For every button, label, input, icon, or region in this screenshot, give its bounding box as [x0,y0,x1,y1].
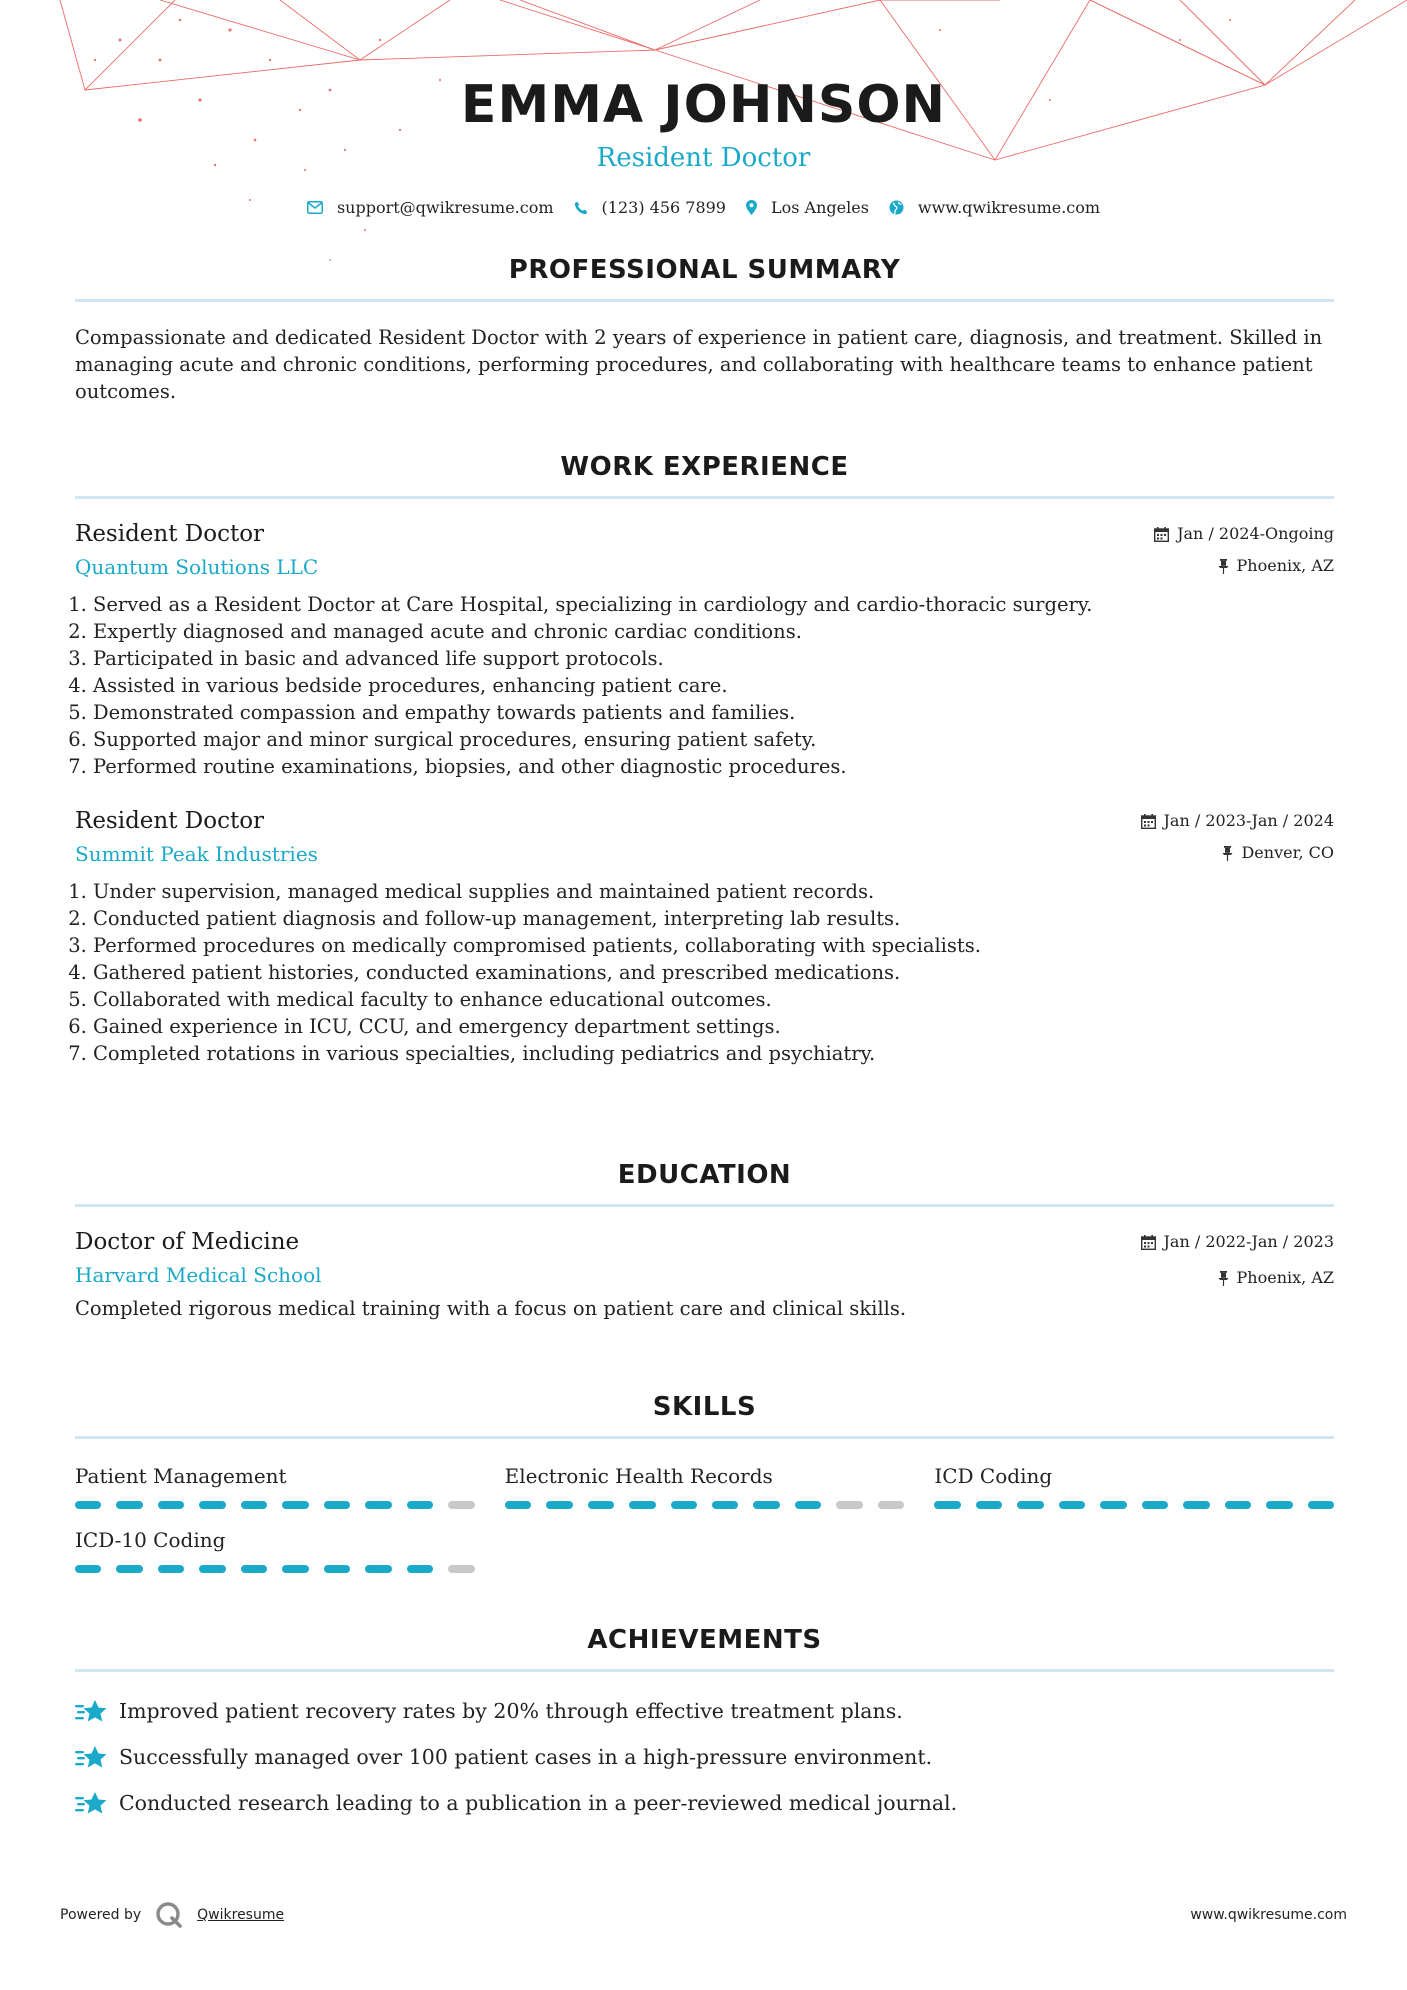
phone-icon [574,201,588,215]
candidate-name: EMMA JOHNSON [460,75,947,135]
list-item: 3. Participated in basic and advanced life support protocols. [93,645,1334,672]
skill-dash-filled [934,1501,960,1509]
pushpin-icon [1222,846,1233,861]
skill-item [934,1463,1334,1509]
list-item: 5. Demonstrated compassion and empathy towards patients and families. [93,699,1334,726]
experience-heading: WORK EXPERIENCE [560,452,849,482]
skill-dash-filled [75,1501,101,1509]
map-pin-icon [746,200,757,215]
list-item: 2. Expertly diagnosed and managed acute and chronic cardiac conditions. [93,618,1334,645]
skill-dash-filled [324,1501,350,1509]
job-dates-text: Jan / 2024-Ongoing [1177,524,1334,543]
summary-heading: PROFESSIONAL SUMMARY [508,255,901,285]
education-location [1141,1267,1334,1289]
skills-grid [75,1463,1334,1573]
skill-dash-filled [546,1501,572,1509]
job-title: Resident Doctor [75,521,265,547]
education-location-text: Phoenix, AZ [1236,1268,1334,1287]
list-item: 4. Assisted in various bedside procedures, enhancing patient care. [93,672,1334,699]
skill-dash-empty [878,1501,904,1509]
job-meta [1141,810,1334,864]
skill-level-meter [75,1501,475,1509]
skill-dash-filled [407,1565,433,1573]
list-item: 3. Performed procedures on medically compromised patients, collaborating with specialists. [93,932,1334,959]
skill-dash-filled [199,1501,225,1509]
contact-phone-text: (123) 456 7899 [601,198,726,217]
calendar-icon [1141,1235,1156,1250]
achievement-list [75,1696,1334,1818]
job-meta [1154,523,1334,577]
skill-dash-filled [1308,1501,1334,1509]
resume-header [0,70,1407,217]
skill-dash-filled [1100,1501,1126,1509]
skill-dash-empty [448,1565,474,1573]
education-description: Completed rigorous medical training with a focus on patient care and clinical skills. [75,1297,907,1320]
star-icon [75,1788,109,1818]
skill-dash-filled [1059,1501,1085,1509]
contact-email-text: support@qwikresume.com [336,198,554,217]
skill-dash-filled [158,1501,184,1509]
skill-dash-filled [505,1501,531,1509]
job-location-text: Phoenix, AZ [1236,556,1334,575]
skills-section [75,1392,1334,1573]
achievement-item [75,1696,1334,1726]
skill-level-meter [505,1501,905,1509]
contact-phone[interactable] [574,198,726,217]
degree-title: Doctor of Medicine [75,1229,300,1255]
contact-email[interactable] [307,198,554,217]
skill-dash-empty [448,1501,474,1509]
list-item: 7. Performed routine examinations, biopsies, and other diagnostic procedures. [93,753,1334,780]
job-duties [75,878,1334,1067]
contact-bar [0,198,1407,217]
skill-dash-filled [712,1501,738,1509]
section-divider [75,1669,1334,1672]
skill-item [75,1463,475,1509]
achievement-item [75,1742,1334,1772]
job-company: Quantum Solutions LLC [75,555,319,579]
skill-dash-filled [365,1501,391,1509]
school-name: Harvard Medical School [75,1263,322,1287]
education-dates [1141,1231,1334,1253]
job-location-text: Denver, CO [1241,843,1334,862]
skill-dash-filled [588,1501,614,1509]
job-dates-text: Jan / 2023-Jan / 2024 [1163,811,1334,830]
job-entry [75,519,1334,780]
job-title: Resident Doctor [75,808,265,834]
skill-dash-filled [753,1501,779,1509]
envelope-icon [307,201,323,214]
achievement-text: Conducted research leading to a publication in a peer-reviewed medical journal. [119,1791,958,1815]
job-location [1154,555,1334,577]
contact-website-text: www.qwikresume.com [917,198,1101,217]
powered-by [60,1901,284,1929]
globe-icon [889,200,904,215]
skill-dash-filled [199,1565,225,1573]
skill-dash-filled [116,1501,142,1509]
skill-dash-empty [836,1501,862,1509]
skill-dash-filled [1142,1501,1168,1509]
summary-section [75,255,1334,405]
skill-dash-filled [75,1565,101,1573]
skill-dash-filled [116,1565,142,1573]
job-entry [75,806,1334,1067]
list-item: 4. Gathered patient histories, conducted examinations, and prescribed medications. [93,959,1334,986]
list-item: 6. Supported major and minor surgical procedures, ensuring patient safety. [93,726,1334,753]
skill-name: ICD-10 Coding [75,1528,226,1552]
job-dates [1141,810,1334,832]
skill-dash-filled [282,1501,308,1509]
calendar-icon [1154,527,1169,542]
list-item: 5. Collaborated with medical faculty to enhance educational outcomes. [93,986,1334,1013]
skill-dash-filled [365,1565,391,1573]
qwikresume-logo-icon [155,1901,183,1929]
job-location [1141,842,1334,864]
achievement-text: Improved patient recovery rates by 20% through effective treatment plans. [119,1699,903,1723]
section-divider [75,1436,1334,1439]
pushpin-icon [1218,1271,1229,1286]
powered-by-label: Powered by [60,1907,142,1923]
skill-item [505,1463,905,1509]
skill-item [75,1527,475,1573]
summary-text: Compassionate and dedicated Resident Doctor with 2 years of experience in patient care, diagnosis, and treatment. Skilled in managing acute and chronic conditions, performing procedures, and collaborating with healthcare teams to enhance patient outcomes. [75,326,1323,403]
skill-level-meter [934,1501,1334,1509]
education-dates-text: Jan / 2022-Jan / 2023 [1163,1232,1334,1251]
page-footer [60,1900,1347,1930]
star-icon [75,1742,109,1772]
list-item: 1. Served as a Resident Doctor at Care Hospital, specializing in cardiology and cardio-thoracic surgery. [93,591,1334,618]
pushpin-icon [1218,559,1229,574]
skill-level-meter [75,1565,475,1573]
skill-dash-filled [1225,1501,1251,1509]
skill-name: Electronic Health Records [504,1464,773,1488]
achievement-text: Successfully managed over 100 patient cases in a high-pressure environment. [119,1745,933,1769]
skill-dash-filled [976,1501,1002,1509]
skill-name: Patient Management [75,1464,287,1488]
list-item: 1. Under supervision, managed medical supplies and maintained patient records. [93,878,1334,905]
education-heading: EDUCATION [617,1160,792,1190]
job-duties [75,591,1334,780]
contact-location-text: Los Angeles [770,198,869,217]
skill-dash-filled [407,1501,433,1509]
skill-dash-filled [158,1565,184,1573]
skill-dash-filled [629,1501,655,1509]
section-divider [75,1204,1334,1207]
education-meta [1141,1231,1334,1289]
achievement-item [75,1788,1334,1818]
calendar-icon [1141,814,1156,829]
contact-website[interactable] [889,198,1100,217]
skill-dash-filled [282,1565,308,1573]
job-company: Summit Peak Industries [75,842,318,866]
candidate-title: Resident Doctor [596,143,811,173]
skill-dash-filled [324,1565,350,1573]
achievements-heading: ACHIEVEMENTS [587,1625,822,1655]
skill-dash-filled [1017,1501,1043,1509]
skill-name: ICD Coding [934,1464,1053,1488]
skill-dash-filled [241,1565,267,1573]
achievements-section [75,1625,1334,1834]
experience-section [75,452,1334,1067]
skill-dash-filled [1266,1501,1292,1509]
skill-dash-filled [671,1501,697,1509]
skill-dash-filled [795,1501,821,1509]
list-item: 6. Gained experience in ICU, CCU, and emergency department settings. [93,1013,1334,1040]
skills-heading: SKILLS [652,1392,757,1422]
brand-link[interactable]: Qwikresume [197,1907,285,1923]
education-entry [75,1227,1334,1322]
list-item: 2. Conducted patient diagnosis and follow-up management, interpreting lab results. [93,905,1334,932]
skill-dash-filled [241,1501,267,1509]
section-divider [75,496,1334,499]
footer-url[interactable]: www.qwikresume.com [1190,1907,1347,1923]
list-item: 7. Completed rotations in various specialties, including pediatrics and psychiatry. [93,1040,1334,1067]
star-icon [75,1696,109,1726]
contact-location [746,198,869,217]
education-section [75,1160,1334,1322]
section-divider [75,299,1334,302]
job-dates [1154,523,1334,545]
skill-dash-filled [1183,1501,1209,1509]
